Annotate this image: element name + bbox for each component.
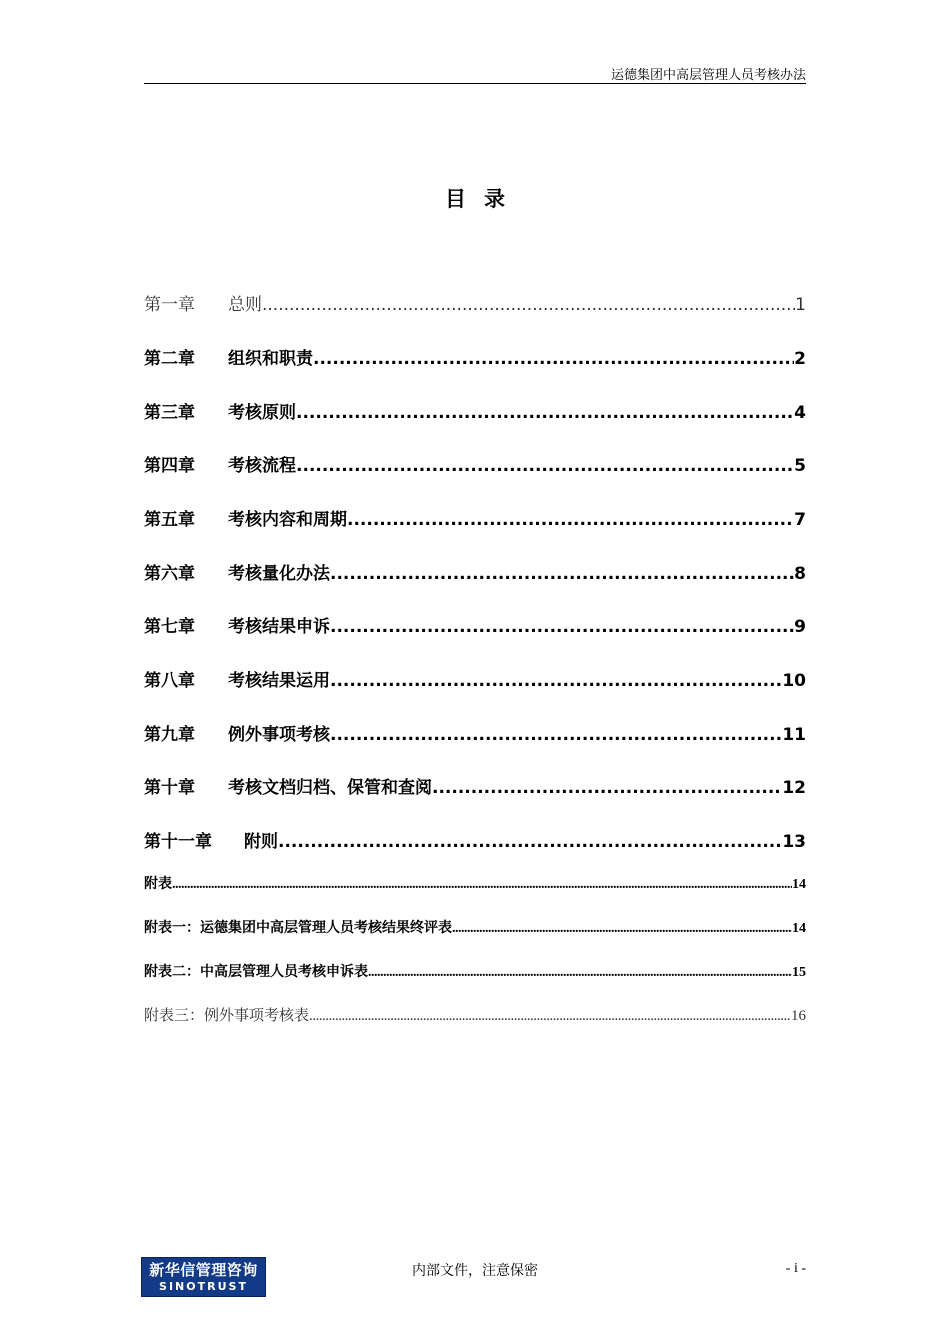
toc-chapter-number: 第八章 (144, 671, 195, 691)
toc-entry-chapter-2[interactable] (144, 344, 806, 369)
toc-appendix-label: 附表 (144, 877, 172, 892)
toc-page-number: 8 (794, 564, 806, 584)
toc-page-number: 1 (795, 295, 806, 315)
toc-page-number: 15 (792, 965, 806, 980)
toc-chapter-label: 附则 (244, 832, 278, 852)
toc-leader (172, 877, 792, 893)
logo-text-cn: 新华信管理咨询 (149, 1261, 258, 1279)
toc-page-number: 14 (792, 921, 806, 936)
logo-text-en: SINOTRUST (159, 1280, 248, 1293)
toc-leader (262, 295, 795, 315)
toc-entry-chapter-11[interactable] (144, 827, 806, 852)
toc-entry-appendix-2[interactable] (144, 961, 806, 981)
toc-chapter-label: 考核结果运用 (228, 671, 330, 691)
toc-entry-chapter-10[interactable] (144, 773, 806, 798)
toc-entry-chapter-9[interactable] (144, 720, 806, 745)
toc-entry-chapter-7[interactable] (144, 612, 806, 637)
toc-leader (309, 1008, 791, 1025)
toc-chapter-number: 第二章 (144, 349, 195, 369)
toc-page-number: 2 (794, 349, 806, 369)
toc-chapter-label: 考核原则 (228, 403, 296, 423)
toc-page-number: 12 (782, 778, 806, 798)
toc-leader (296, 456, 794, 476)
toc-entry-chapter-1[interactable] (144, 290, 806, 315)
toc-chapter-label: 组织和职责 (228, 349, 313, 369)
toc-appendix-label: 附表三：例外事项考核表 (144, 1008, 310, 1024)
toc-entry-appendix-3[interactable] (144, 1004, 806, 1025)
toc-page-number: 9 (794, 617, 806, 637)
toc-chapter-number: 第十章 (144, 778, 195, 798)
toc-chapter-number: 第一章 (144, 295, 195, 315)
toc-leader (368, 965, 792, 981)
toc-page-number: 11 (782, 725, 806, 745)
footer-page-number: - i - (785, 1261, 806, 1276)
toc-page-number: 4 (794, 403, 806, 423)
toc-entry-appendix[interactable] (144, 873, 806, 893)
toc-entry-chapter-5[interactable] (144, 505, 806, 530)
toc-chapter-number: 第六章 (144, 564, 195, 584)
toc-chapter-label: 考核量化办法 (228, 564, 330, 584)
toc-entry-chapter-3[interactable] (144, 398, 806, 423)
toc-page-number: 7 (794, 510, 806, 530)
toc-page-number: 5 (794, 456, 806, 476)
toc-leader (330, 564, 794, 584)
toc-leader (313, 349, 794, 369)
toc-chapter-label: 总则 (228, 295, 262, 315)
toc-entry-chapter-8[interactable] (144, 666, 806, 691)
toc-chapter-number: 第四章 (144, 456, 195, 476)
toc-entry-chapter-4[interactable] (144, 451, 806, 476)
toc-title: 目录 (445, 187, 523, 211)
toc-page-number: 14 (792, 877, 806, 892)
toc-leader (330, 671, 782, 691)
toc-leader (432, 778, 782, 798)
toc-chapter-label: 例外事项考核 (228, 725, 330, 745)
toc-leader (278, 832, 782, 852)
running-header: 运德集团中高层管理人员考核办法 (610, 67, 806, 82)
toc-leader (452, 921, 792, 937)
confidential-notice: 内部文件，注意保密 (412, 1264, 538, 1279)
toc-leader (347, 510, 794, 530)
toc-chapter-number: 第三章 (144, 403, 195, 423)
toc-chapter-label: 考核文档归档、保管和查阅 (228, 778, 432, 798)
toc-chapter-label: 考核结果申诉 (228, 617, 330, 637)
toc-leader (330, 725, 782, 745)
toc-leader (330, 617, 794, 637)
toc-page-number: 16 (791, 1008, 806, 1024)
toc-chapter-number: 第十一章 (144, 832, 212, 852)
header-rule (144, 83, 806, 84)
toc-entry-chapter-6[interactable] (144, 559, 806, 584)
toc-chapter-number: 第五章 (144, 510, 195, 530)
toc-chapter-label: 考核流程 (228, 456, 296, 476)
toc-chapter-label: 考核内容和周期 (228, 510, 347, 530)
toc-chapter-number: 第九章 (144, 725, 195, 745)
toc-appendix-label: 附表二：中高层管理人员考核申诉表 (144, 965, 368, 980)
toc-leader (296, 403, 794, 423)
toc-entry-appendix-1[interactable] (144, 917, 806, 937)
toc-appendix-label: 附表一：运德集团中高层管理人员考核结果终评表 (144, 921, 452, 936)
toc-page-number: 13 (782, 832, 806, 852)
toc-page-number: 10 (782, 671, 806, 691)
toc-chapter-number: 第七章 (144, 617, 195, 637)
